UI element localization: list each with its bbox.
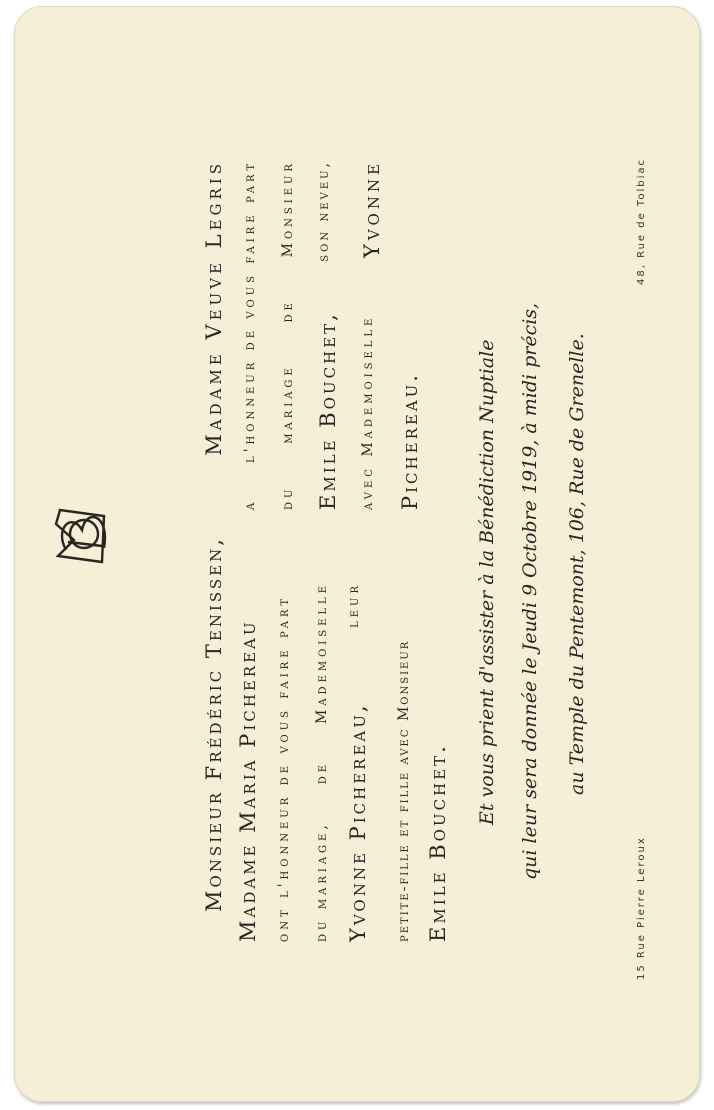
right-line-3a: du (280, 485, 296, 510)
right-line-5b: Yvonne (360, 160, 384, 258)
invitation-line-2: qui leur sera donnée le Jeudi 9 Octobre 1919, à midi précis, (519, 302, 541, 880)
footer-left-address: 15 Rue Pierre Leroux (636, 836, 647, 980)
left-line-5b: leur (346, 582, 362, 628)
invitation-card (14, 6, 700, 1102)
right-line-1: Madame Veuve Legris (202, 160, 226, 456)
left-line-7: Emile Bouchet. (426, 743, 450, 942)
right-line-5a: avec Mademoiselle (360, 314, 376, 510)
right-line-6: Pichereau. (398, 372, 422, 510)
right-line-3b: mariage (280, 364, 296, 444)
left-line-6: petite-fille et fille avec Monsieur (396, 639, 412, 942)
right-line-4 (316, 160, 340, 510)
right-line-4a: Emile Bouchet, (316, 311, 340, 510)
left-line-3: ont l'honneur de vous faire part (276, 595, 292, 942)
left-line-2: Madame Maria Pichereau (236, 619, 260, 942)
left-line-4c: Mademoiselle (314, 582, 330, 724)
right-line-3d: Monsieur (280, 160, 296, 258)
left-line-5 (346, 582, 370, 942)
left-line-4b: de (314, 760, 330, 785)
right-line-3c: de (280, 299, 296, 323)
card-content (14, 6, 714, 1080)
left-line-4a: du mariage, (314, 821, 330, 942)
left-line-5a: Yvonne Pichereau, (346, 702, 370, 942)
invitation-line-1: Et vous prient d'assister à la Bénédiction Nuptiale (476, 339, 498, 825)
right-line-2a: a (242, 498, 258, 510)
right-line-5 (360, 160, 384, 510)
left-line-1: Monsieur Frédéric Tenissen, (202, 536, 226, 912)
left-line-4 (314, 582, 330, 942)
monogram-icon (44, 500, 114, 570)
right-line-4b: son neveu, (316, 160, 332, 262)
right-line-3 (280, 160, 296, 510)
invitation-line-3: au Temple du Pentemont, 106, Rue de Grenelle. (566, 333, 588, 795)
right-line-2 (242, 160, 258, 510)
right-line-2b: l'honneur de vous faire part (242, 160, 258, 463)
footer-right-address: 48, Rue de Tolbiac (636, 158, 647, 285)
